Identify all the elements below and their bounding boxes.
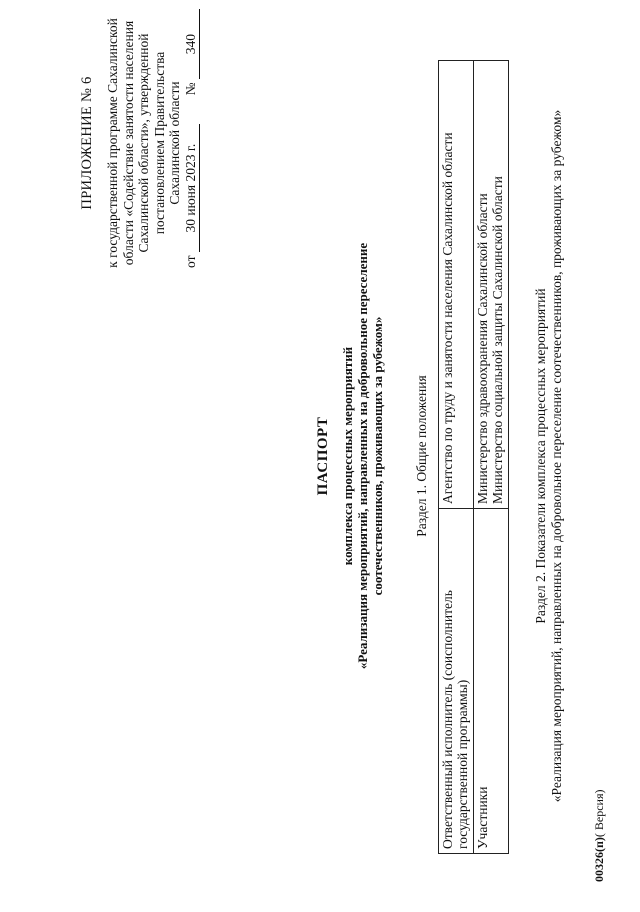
appendix-line: Сахалинской области», утвержденной <box>136 33 152 253</box>
general-provisions-table <box>438 60 509 854</box>
title-line: «Реализация мероприятий, направленных на добровольное переселение <box>355 242 370 670</box>
title-line: соотечественников, проживающих за рубежом» <box>370 316 385 596</box>
appendix-date: 30 июня 2023 г. <box>183 124 199 252</box>
value-line: Агентство по труду и занятости населения Сахалинской области <box>440 132 455 504</box>
appendix-number: 340 <box>183 9 199 79</box>
appendix-line: Сахалинской области <box>167 81 183 205</box>
row-value <box>474 61 509 509</box>
title-main: ПАСПОРТ <box>315 416 331 496</box>
appendix-block <box>80 18 200 268</box>
section1-heading: Раздел 1. Общие положения <box>414 375 429 537</box>
appendix-heading: ПРИЛОЖЕНИЕ № 6 <box>79 76 95 210</box>
appendix-line: к государственной программе Сахалинской <box>105 18 121 268</box>
section2-subtitle: «Реализация мероприятий, направленных на добровольное переселение соотечественников, проживающих за рубежом» <box>548 109 564 803</box>
value-line: Министерство социальной защиты Сахалинской области <box>490 176 505 504</box>
table-row <box>474 61 509 854</box>
appendix-line: постановлением Правительства <box>151 51 167 235</box>
value-line: Министерство здравоохранения Сахалинской области <box>475 193 490 504</box>
appendix-line: области «Содействие занятости населения <box>120 20 136 266</box>
document-footer <box>592 790 607 883</box>
number-label: № <box>183 82 199 96</box>
from-label: от <box>183 255 199 268</box>
table-row <box>439 61 474 854</box>
section2-heading: Раздел 2. Показатели комплекса процессных мероприятий <box>533 288 548 624</box>
doc-version: ( Версия) <box>592 789 606 838</box>
doc-code: 00326(п) <box>592 837 606 882</box>
row-label: Участники <box>474 509 509 854</box>
row-label: Ответственный исполнитель (соисполнитель государственной программы) <box>439 509 474 854</box>
section2-block <box>533 0 564 912</box>
passport-title <box>315 0 385 912</box>
title-line: комплекса процессных мероприятий <box>340 346 355 566</box>
row-value <box>439 61 474 509</box>
appendix-date-line <box>183 18 199 268</box>
